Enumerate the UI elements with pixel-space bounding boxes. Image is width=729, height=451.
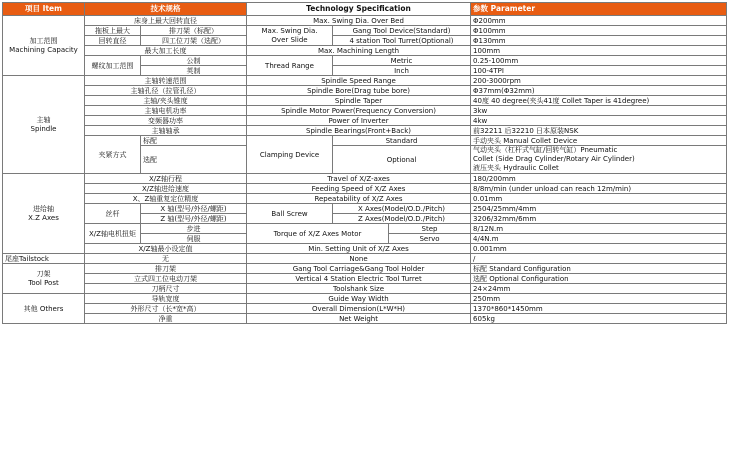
- spec-value: 0.001mm: [471, 244, 727, 254]
- spec-cn: 最大加工长度: [85, 46, 247, 56]
- table-row: [3, 126, 727, 136]
- group-axes: 进给轴 X.Z Axes: [3, 174, 85, 254]
- spec-en: Standard: [333, 136, 471, 146]
- clamp-cn: 夹紧方式: [85, 136, 141, 174]
- optional-line: Collet (Side Drag Cylinder/Rotary Air Cylinder): [473, 155, 635, 163]
- group-toolpost: 刀架 Tool Post: [3, 264, 85, 294]
- spec-value: 1370*860*1450mm: [471, 304, 727, 314]
- spec-en: Inch: [333, 66, 471, 76]
- spec-cn: 四工位刀架（选配）: [141, 36, 247, 46]
- header-item: 项目 Item: [3, 3, 85, 16]
- spec-en: Feeding Speed of X/Z Axes: [247, 184, 471, 194]
- spec-en: Servo: [389, 234, 471, 244]
- spec-cn: 导轨宽度: [85, 294, 247, 304]
- spec-value: 标配 Standard Configuration: [471, 264, 727, 274]
- group-spindle: 主轴 Spindle: [3, 76, 85, 174]
- spec-value: 24×24mm: [471, 284, 727, 294]
- table-row: [3, 274, 727, 284]
- spec-en: Net Weight: [247, 314, 471, 324]
- spec-en: Vertical 4 Station Electric Tool Turret: [247, 274, 471, 284]
- spec-en: Max. Machining Length: [247, 46, 471, 56]
- spec-value: 100mm: [471, 46, 727, 56]
- table-row: [3, 284, 727, 294]
- spec-cn: 排刀架（标配）: [141, 26, 247, 36]
- optional-line: 液压夹头 Hydraulic Collet: [473, 164, 559, 172]
- slide-en: Max. Swing Dia. Over Slide: [247, 26, 333, 46]
- spec-value: Φ37mm(Φ32mm): [471, 86, 727, 96]
- header-row: [3, 3, 727, 16]
- table-row: [3, 314, 727, 324]
- torque-cn: X/Z轴电机扭矩: [85, 224, 141, 244]
- spec-cn: 外形尺寸（长*宽*高）: [85, 304, 247, 314]
- spec-value: 3206/32mm/6mm: [471, 214, 727, 224]
- table-row: [3, 116, 727, 126]
- spec-value: 4/4N.m: [471, 234, 727, 244]
- header-spec-cn: 技术规格: [85, 3, 247, 16]
- slide-cn-a: 拖板上最大: [85, 26, 141, 36]
- spec-cn: 伺服: [141, 234, 247, 244]
- spec-value: 2504/25mm/4mm: [471, 204, 727, 214]
- table-row: [3, 194, 727, 204]
- optional-line: 气动夹头（杠杆式气缸/回转气缸）Pneumatic: [473, 146, 618, 154]
- header-spec-en: Technology Specification: [247, 3, 471, 16]
- spec-en: Spindle Bore(Drag tube bore): [247, 86, 471, 96]
- spec-en: Step: [389, 224, 471, 234]
- table-row: [3, 244, 727, 254]
- spec-en: None: [247, 254, 471, 264]
- spec-value: /: [471, 254, 727, 264]
- spec-en: Metric: [333, 56, 471, 66]
- table-row: [3, 36, 727, 46]
- spec-cn: 变频器功率: [85, 116, 247, 126]
- table-row: [3, 224, 727, 234]
- spec-value: 605kg: [471, 314, 727, 324]
- spec-cn: 选配: [141, 146, 247, 174]
- spec-cn: 床身上最大回转直径: [85, 16, 247, 26]
- torque-en: Torque of X/Z Axes Motor: [247, 224, 389, 244]
- thread-cn: 螺纹加工范围: [85, 56, 141, 76]
- table-row: [3, 76, 727, 86]
- spec-cn: 主轴孔径（拉管孔径）: [85, 86, 247, 96]
- spec-cn: X/Z轴最小设定值: [85, 244, 247, 254]
- spec-en: Overall Dimension(L*W*H): [247, 304, 471, 314]
- spec-en: Max. Swing Dia. Over Bed: [247, 16, 471, 26]
- table-row: [3, 254, 727, 264]
- spec-cn: 主轴轴承: [85, 126, 247, 136]
- table-row: [3, 304, 727, 314]
- spec-en: Spindle Bearings(Front+Back): [247, 126, 471, 136]
- spec-value: 180/200mm: [471, 174, 727, 184]
- spec-value: 选配 Optional Configuration: [471, 274, 727, 284]
- spec-en: Spindle Taper: [247, 96, 471, 106]
- spec-cn: 公制: [141, 56, 247, 66]
- slide-cn-b: 回转直径: [85, 36, 141, 46]
- spec-en: Power of Inverter: [247, 116, 471, 126]
- spec-en: Repeatability of X/Z Axes: [247, 194, 471, 204]
- spec-en: 4 station Tool Turret(Optional): [333, 36, 471, 46]
- spec-cn: 步进: [141, 224, 247, 234]
- spec-value: 0.01mm: [471, 194, 727, 204]
- spec-cn: 立式四工位电动刀架: [85, 274, 247, 284]
- table-row: [3, 86, 727, 96]
- spec-cn: X/Z轴进给速度: [85, 184, 247, 194]
- spec-value: 手动夹头 Manual Collet Device: [471, 136, 727, 146]
- spec-value: Φ130mm: [471, 36, 727, 46]
- table-row: [3, 26, 727, 36]
- header-param: 参数 Parameter: [471, 3, 727, 16]
- spec-value: 4kw: [471, 116, 727, 126]
- spec-en: Guide Way Width: [247, 294, 471, 304]
- spec-cn: 英制: [141, 66, 247, 76]
- spec-cn: X/Z轴行程: [85, 174, 247, 184]
- spec-cn: 排刀架: [85, 264, 247, 274]
- spec-en: Gang Tool Device(Standard): [333, 26, 471, 36]
- spec-value: 0.25-100mm: [471, 56, 727, 66]
- table-row: [3, 56, 727, 66]
- spec-en: Spindle Speed Range: [247, 76, 471, 86]
- spec-en: Spindle Motor Power(Frequency Conversion): [247, 106, 471, 116]
- table-row: [3, 174, 727, 184]
- spec-value-optional: [471, 146, 727, 174]
- spec-cn: X 轴(型号/外径/螺距): [141, 204, 247, 214]
- spec-cn: 主轴/夹头锥度: [85, 96, 247, 106]
- spec-value: 前32211 后32210 日本原装NSK: [471, 126, 727, 136]
- spec-cn: 主轴电机功率: [85, 106, 247, 116]
- table-row: [3, 264, 727, 274]
- spec-value: 8/8m/min (under unload can reach 12m/min): [471, 184, 727, 194]
- spec-value: 8/12N.m: [471, 224, 727, 234]
- table-row: [3, 294, 727, 304]
- screw-cn: 丝杆: [85, 204, 141, 224]
- spec-value: Φ200mm: [471, 16, 727, 26]
- group-tailstock: 尾座Tailstock: [3, 254, 85, 264]
- spec-value: 40度 40 degree(夹头41度 Collet Taper is 41degree): [471, 96, 727, 106]
- spec-en: Travel of X/Z-axes: [247, 174, 471, 184]
- table-row: [3, 106, 727, 116]
- spec-en: Toolshank Size: [247, 284, 471, 294]
- spec-en: Z Axes(Model/O.D./Pitch): [333, 214, 471, 224]
- table-row: [3, 204, 727, 214]
- group-machining: 加工范围 Machining Capacity: [3, 16, 85, 76]
- spec-cn: 主轴转速范围: [85, 76, 247, 86]
- spec-value: Φ100mm: [471, 26, 727, 36]
- thread-en: Thread Range: [247, 56, 333, 76]
- spec-table: [2, 2, 727, 324]
- spec-value: 100-4TPI: [471, 66, 727, 76]
- table-row: [3, 46, 727, 56]
- clamp-en: Clamping Device: [247, 136, 333, 174]
- spec-cn: 无: [85, 254, 247, 264]
- table-row: [3, 16, 727, 26]
- table-row: [3, 96, 727, 106]
- spec-cn: Z 轴(型号/外径/螺距): [141, 214, 247, 224]
- spec-cn: 标配: [141, 136, 247, 146]
- spec-en: Gang Tool Carriage&Gang Tool Holder: [247, 264, 471, 274]
- spec-en: X Axes(Model/O.D./Pitch): [333, 204, 471, 214]
- table-row: [3, 184, 727, 194]
- screw-en: Ball Screw: [247, 204, 333, 224]
- spec-cn: 净重: [85, 314, 247, 324]
- spec-value: 3kw: [471, 106, 727, 116]
- spec-value: 200-3000rpm: [471, 76, 727, 86]
- spec-value: 250mm: [471, 294, 727, 304]
- table-row: [3, 136, 727, 146]
- spec-en: Min. Setting Unit of X/Z Axes: [247, 244, 471, 254]
- spec-cn: 刀柄尺寸: [85, 284, 247, 294]
- spec-en: Optional: [333, 146, 471, 174]
- spec-cn: X、Z轴重复定位精度: [85, 194, 247, 204]
- group-others: 其他 Others: [3, 294, 85, 324]
